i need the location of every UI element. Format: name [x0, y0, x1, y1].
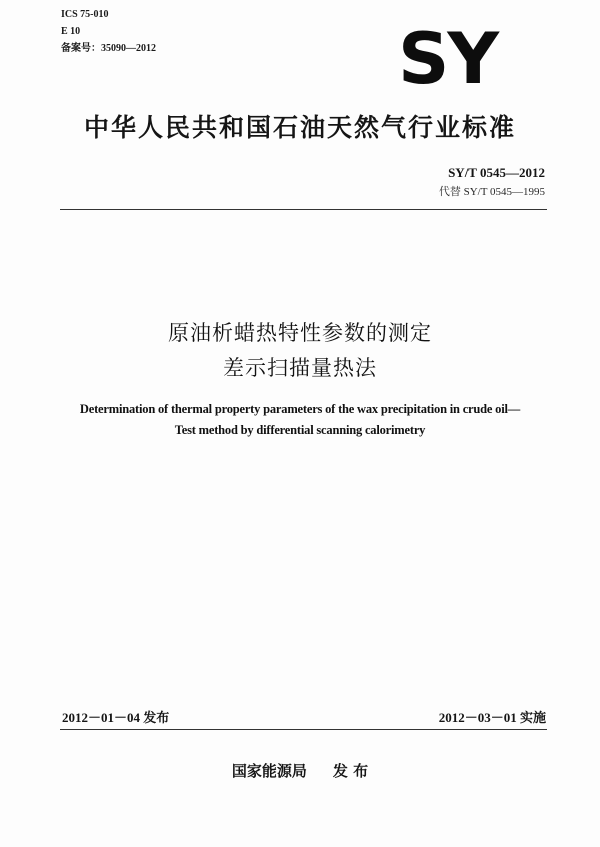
top-divider: [60, 209, 547, 210]
ics-code: ICS 75-010: [61, 9, 109, 20]
issue-date: 2012－01－04 发布: [62, 710, 170, 725]
standard-category-title: 中华人民共和国石油天然气行业标准: [83, 113, 516, 142]
publisher-line: [0, 760, 600, 781]
standard-number: SY/T 0545—2012: [448, 165, 545, 180]
replaces-standard: 代替 SY/T 0545—1995: [438, 186, 545, 198]
classification-block: [61, 6, 156, 57]
publisher-name: 国家能源局: [231, 762, 307, 780]
english-title-line-1: Determination of thermal property parameters of the wax precipitation in crude oil—: [79, 402, 521, 416]
ccs-code: E 10: [61, 26, 81, 37]
english-title-line-2: Test method by differential scanning calorimetry: [174, 423, 426, 437]
bottom-divider: [60, 729, 547, 730]
chinese-title-line-1: 原油析蜡热特性参数的测定: [168, 321, 432, 345]
implementation-date: 2012－03－01 实施: [438, 710, 546, 725]
publisher-action: 发 布: [332, 762, 369, 780]
chinese-title-line-2: 差示扫描量热法: [223, 356, 377, 380]
sy-logo: SY: [398, 18, 498, 100]
filing-number: 备案号：35090—2012: [61, 43, 156, 54]
